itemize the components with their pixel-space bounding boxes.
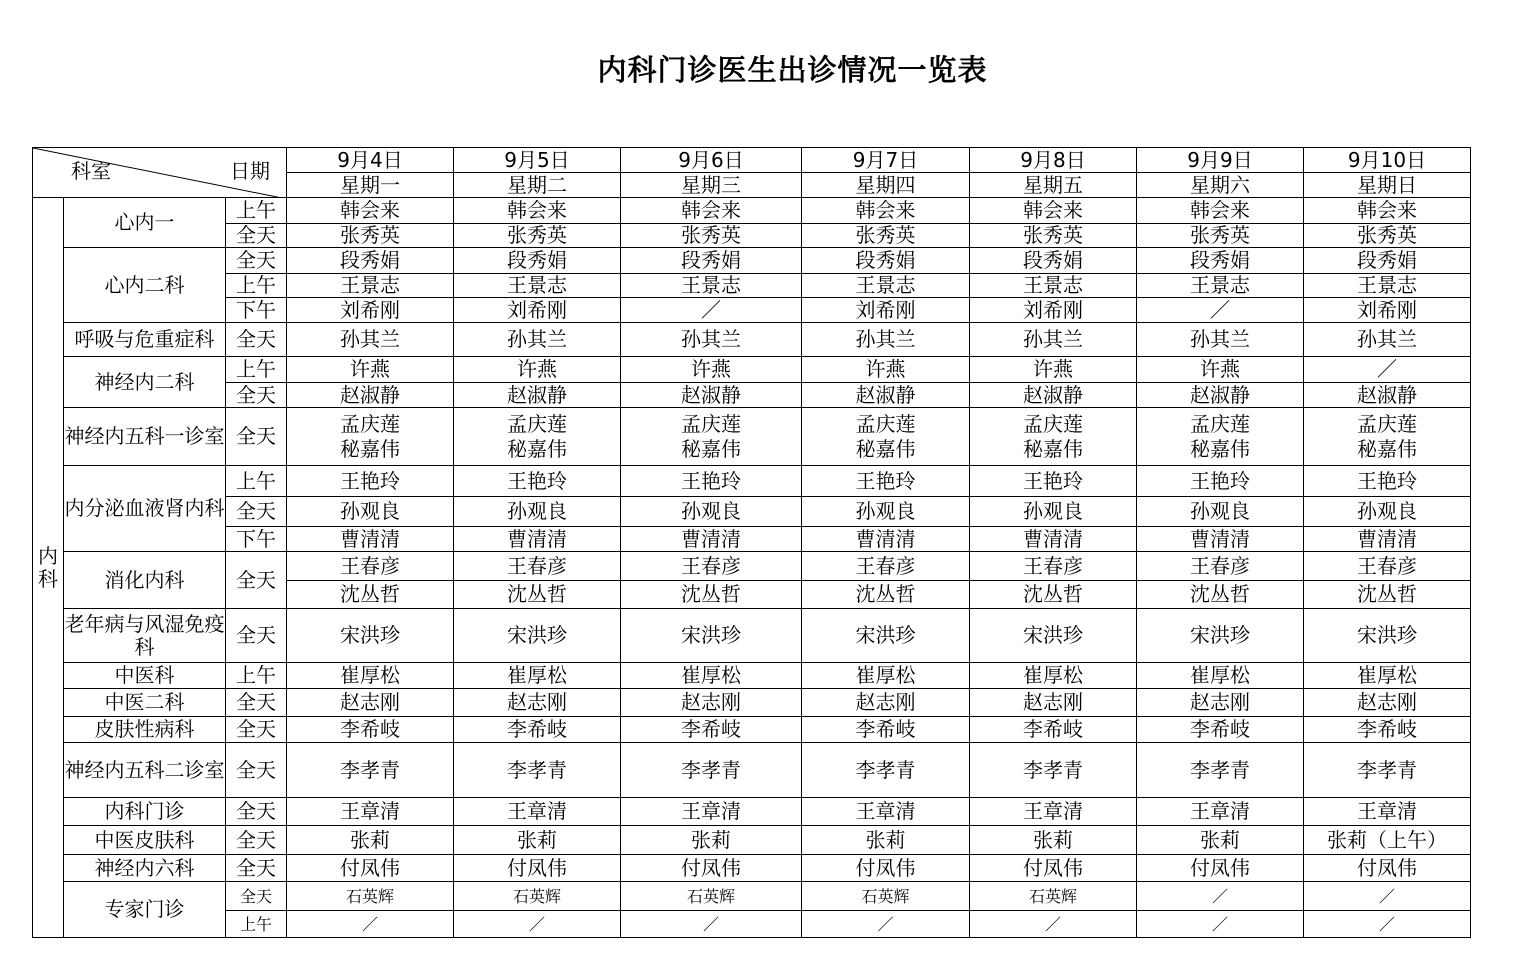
doctor-cell: ／ [802,911,970,938]
doctor-cell: 崔厚松 [1304,663,1471,689]
doctor-cell: 曹清清 [621,527,802,552]
dept-cell: 老年病与风湿免疫科 [64,609,226,663]
table-row [33,274,1471,298]
doctor-cell: 王艳玲 [454,466,621,497]
doctor-name: 孟庆莲 [340,411,400,436]
doctor-cell: 韩会来 [970,198,1137,224]
doctor-cell: 段秀娟 [1304,248,1471,274]
doctor-cell: 赵志刚 [621,689,802,717]
table-row [33,224,1471,248]
doctor-cell: 李希岐 [287,717,454,743]
date-cell: 9月9日 [1137,148,1304,173]
doctor-cell: 王春彦 [287,552,454,581]
dept-cell: 中医皮肤科 [64,826,226,855]
doctor-cell: 王景志 [621,274,802,298]
doctor-cell: 许燕 [621,357,802,383]
period-cell: 全天 [226,826,287,855]
doctor-cell: 王章清 [970,798,1137,826]
weekday-cell: 星期四 [802,173,970,198]
doctor-cell: 张秀英 [621,224,802,248]
doctor-cell: 王章清 [621,798,802,826]
doctor-cell: 孙其兰 [1137,323,1304,357]
doctor-cell: 沈丛哲 [621,581,802,609]
table-row [33,466,1471,497]
weekday-cell: 星期二 [454,173,621,198]
period-cell: 全天 [226,882,287,911]
table-row [33,323,1471,357]
period-cell: 全天 [226,609,287,663]
doctor-cell: 王春彦 [1137,552,1304,581]
doctor-name: 孟庆莲 [507,411,567,436]
doctor-cell: 付凤伟 [1137,855,1304,882]
weekday-cell: 星期一 [287,173,454,198]
doctor-cell: 崔厚松 [454,663,621,689]
category-cell: 内科 [33,198,64,938]
doctor-cell: 赵志刚 [454,689,621,717]
doctor-cell: ／ [621,298,802,323]
doctor-cell: 石英辉 [454,882,621,911]
weekday-cell: 星期三 [621,173,802,198]
doctor-cell: 许燕 [970,357,1137,383]
doctor-cell: 赵志刚 [802,689,970,717]
doctor-cell: ／ [970,911,1137,938]
doctor-cell: 李孝青 [454,743,621,798]
doctor-cell: 赵淑静 [970,383,1137,408]
doctor-cell: 李希岐 [970,717,1137,743]
doctor-cell: 孙其兰 [621,323,802,357]
doctor-cell: 张秀英 [802,224,970,248]
period-cell: 上午 [226,466,287,497]
doctor-cell: 张莉 [970,826,1137,855]
doctor-cell [802,408,970,466]
doctor-cell: 王景志 [454,274,621,298]
doctor-cell: 段秀娟 [1137,248,1304,274]
date-cell: 9月7日 [802,148,970,173]
doctor-cell: 张秀英 [454,224,621,248]
doctor-cell: 张莉 [287,826,454,855]
date-cell: 9月6日 [621,148,802,173]
doctor-cell: ／ [1137,298,1304,323]
doctor-cell: 崔厚松 [970,663,1137,689]
doctor-cell: 刘希刚 [454,298,621,323]
doctor-cell: 张莉 [454,826,621,855]
dept-cell: 呼吸与危重症科 [64,323,226,357]
table-row [33,383,1471,408]
doctor-cell: 段秀娟 [802,248,970,274]
doctor-cell: 赵淑静 [621,383,802,408]
doctor-cell: 刘希刚 [287,298,454,323]
doctor-name: 秘嘉伟 [855,436,916,461]
dept-cell: 心内一 [64,198,226,248]
doctor-cell: 王艳玲 [970,466,1137,497]
doctor-cell: 曹清清 [1304,527,1471,552]
doctor-cell: 赵淑静 [1137,383,1304,408]
date-cell: 9月10日 [1304,148,1471,173]
doctor-cell: 赵淑静 [1304,383,1471,408]
table-row [33,527,1471,552]
doctor-cell: 孙其兰 [970,323,1137,357]
doctor-name: 秘嘉伟 [507,436,567,461]
table-row [33,855,1471,882]
doctor-name: 孟庆莲 [1357,411,1417,436]
doctor-cell: 孙观良 [287,497,454,527]
period-cell: 全天 [226,798,287,826]
doctor-name: 秘嘉伟 [1190,436,1250,461]
doctor-cell: 宋洪珍 [970,609,1137,663]
dept-cell: 心内二科 [64,248,226,323]
doctor-cell: 许燕 [287,357,454,383]
table-row [33,298,1471,323]
table-row [33,798,1471,826]
doctor-cell: 崔厚松 [1137,663,1304,689]
doctor-cell: 宋洪珍 [802,609,970,663]
doctor-cell: 王章清 [802,798,970,826]
doctor-cell: 石英辉 [970,882,1137,911]
page-title: 内科门诊医生出诊情况一览表 [597,53,988,87]
doctor-cell: 宋洪珍 [287,609,454,663]
doctor-cell: 李希岐 [1137,717,1304,743]
doctor-cell: 王景志 [1304,274,1471,298]
doctor-cell: 孙其兰 [454,323,621,357]
doctor-cell: 王章清 [1304,798,1471,826]
doctor-cell: 段秀娟 [621,248,802,274]
doctor-cell: 王春彦 [970,552,1137,581]
period-cell: 全天 [226,497,287,527]
doctor-cell: 李孝青 [287,743,454,798]
doctor-cell: 付凤伟 [1304,855,1471,882]
doctor-cell: 李孝青 [621,743,802,798]
date-cell: 9月8日 [970,148,1137,173]
doctor-cell: 付凤伟 [621,855,802,882]
doctor-cell: 石英辉 [287,882,454,911]
doctor-name: 孟庆莲 [681,411,741,436]
doctor-cell: 曹清清 [287,527,454,552]
doctor-cell: 宋洪珍 [454,609,621,663]
dept-cell: 神经内五科二诊室 [64,743,226,798]
doctor-cell: 孙观良 [1304,497,1471,527]
table-row [33,743,1471,798]
doctor-cell [1304,408,1471,466]
doctor-cell: 段秀娟 [454,248,621,274]
period-cell: 下午 [226,527,287,552]
doctor-cell: 段秀娟 [970,248,1137,274]
dept-cell: 神经内六科 [64,855,226,882]
doctor-cell: 沈丛哲 [1137,581,1304,609]
doctor-cell: 孙观良 [970,497,1137,527]
doctor-name: 秘嘉伟 [1357,436,1417,461]
doctor-cell: 许燕 [802,357,970,383]
doctor-cell: ／ [621,911,802,938]
table-row [33,497,1471,527]
dept-cell: 神经内五科一诊室 [64,408,226,466]
doctor-cell: 王章清 [454,798,621,826]
doctor-cell: 曹清清 [1137,527,1304,552]
period-cell: 上午 [226,274,287,298]
doctor-cell: ／ [1304,911,1471,938]
doctor-cell: 孙其兰 [802,323,970,357]
doctor-cell: ／ [1304,882,1471,911]
doctor-cell: 王春彦 [454,552,621,581]
doctor-cell: 韩会来 [621,198,802,224]
doctor-cell: 崔厚松 [802,663,970,689]
doctor-cell: 李孝青 [802,743,970,798]
table-row [33,663,1471,689]
doctor-cell [970,408,1137,466]
doctor-cell: 李希岐 [802,717,970,743]
dept-cell: 中医二科 [64,689,226,717]
doctor-name: 秘嘉伟 [340,436,400,461]
table-row [33,826,1471,855]
dept-header-label: 科室 [71,159,111,183]
doctor-cell: 李孝青 [1137,743,1304,798]
dept-cell: 皮肤性病科 [64,717,226,743]
dept-cell: 消化内科 [64,552,226,609]
doctor-cell: 张莉 [802,826,970,855]
table-row [33,882,1471,911]
period-cell: 下午 [226,298,287,323]
doctor-cell: 段秀娟 [287,248,454,274]
doctor-cell [1137,408,1304,466]
doctor-cell: 曹清清 [454,527,621,552]
period-cell: 上午 [226,911,287,938]
doctor-cell: ／ [1137,882,1304,911]
doctor-cell: 赵志刚 [287,689,454,717]
doctor-cell: ／ [287,911,454,938]
table-row [33,609,1471,663]
doctor-cell: 崔厚松 [621,663,802,689]
doctor-cell: 张莉 [621,826,802,855]
doctor-cell: 王艳玲 [1137,466,1304,497]
period-cell: 上午 [226,198,287,224]
doctor-cell: 王艳玲 [287,466,454,497]
doctor-cell: 李希岐 [454,717,621,743]
doctor-cell: 沈丛哲 [802,581,970,609]
doctor-cell: 王章清 [287,798,454,826]
doctor-cell: 王春彦 [1304,552,1471,581]
period-cell: 全天 [226,383,287,408]
doctor-cell: 刘希刚 [970,298,1137,323]
doctor-cell [287,408,454,466]
date-cell: 9月5日 [454,148,621,173]
doctor-cell: 付凤伟 [454,855,621,882]
doctor-cell: 赵淑静 [287,383,454,408]
doctor-cell: 韩会来 [802,198,970,224]
doctor-name: 秘嘉伟 [681,436,741,461]
doctor-cell: 赵志刚 [970,689,1137,717]
period-cell: 全天 [226,323,287,357]
doctor-cell: 王景志 [802,274,970,298]
doctor-cell: 韩会来 [1137,198,1304,224]
doctor-cell: 孙其兰 [287,323,454,357]
doctor-cell: 孙观良 [454,497,621,527]
doctor-cell: 沈丛哲 [454,581,621,609]
table-row [33,689,1471,717]
doctor-cell: 孙观良 [621,497,802,527]
doctor-cell: 张秀英 [1137,224,1304,248]
table-row [33,248,1471,274]
doctor-cell: 王景志 [287,274,454,298]
period-cell: 上午 [226,357,287,383]
doctor-cell: ／ [1137,911,1304,938]
doctor-name: 孟庆莲 [855,411,916,436]
doctor-cell: 刘希刚 [802,298,970,323]
doctor-cell: ／ [1304,357,1471,383]
doctor-cell: 崔厚松 [287,663,454,689]
doctor-cell: 张秀英 [1304,224,1471,248]
doctor-cell: 刘希刚 [1304,298,1471,323]
doctor-cell: 孙其兰 [1304,323,1471,357]
doctor-cell: 王景志 [970,274,1137,298]
dept-cell: 中医科 [64,663,226,689]
doctor-cell: 李孝青 [1304,743,1471,798]
doctor-cell: 付凤伟 [970,855,1137,882]
weekday-cell: 星期五 [970,173,1137,198]
doctor-cell: 王艳玲 [802,466,970,497]
doctor-cell: 宋洪珍 [1137,609,1304,663]
table-row [33,911,1471,938]
doctor-cell: 韩会来 [1304,198,1471,224]
table-row [33,552,1471,581]
weekday-cell: 星期六 [1137,173,1304,198]
doctor-name: 秘嘉伟 [1023,436,1083,461]
doctor-cell: 曹清清 [970,527,1137,552]
doctor-cell: 赵志刚 [1304,689,1471,717]
dept-cell: 专家门诊 [64,882,226,938]
header-corner-cell [33,148,287,198]
doctor-cell: 赵志刚 [1137,689,1304,717]
doctor-name: 孟庆莲 [1023,411,1083,436]
doctor-cell: 王景志 [1137,274,1304,298]
doctor-cell: 王春彦 [621,552,802,581]
doctor-cell: 张秀英 [287,224,454,248]
doctor-cell: 王艳玲 [621,466,802,497]
doctor-cell: 孙观良 [802,497,970,527]
table-row [33,717,1471,743]
date-header-label: 日期 [230,159,270,183]
doctor-cell: 赵淑静 [454,383,621,408]
doctor-cell: 王章清 [1137,798,1304,826]
doctor-cell: 石英辉 [802,882,970,911]
period-cell: 上午 [226,663,287,689]
doctor-cell: 韩会来 [287,198,454,224]
weekday-cell: 星期日 [1304,173,1471,198]
doctor-cell: 沈丛哲 [1304,581,1471,609]
doctor-cell: 宋洪珍 [621,609,802,663]
doctor-cell [621,408,802,466]
table-row [33,357,1471,383]
doctor-cell: 李希岐 [1304,717,1471,743]
doctor-name: 孟庆莲 [1190,411,1250,436]
doctor-cell: 沈丛哲 [970,581,1137,609]
doctor-cell: 王艳玲 [1304,466,1471,497]
doctor-cell: 李希岐 [621,717,802,743]
doctor-cell: 石英辉 [621,882,802,911]
doctor-cell: 沈丛哲 [287,581,454,609]
doctor-cell: 许燕 [454,357,621,383]
doctor-cell: 孙观良 [1137,497,1304,527]
doctor-cell: 张莉 [1137,826,1304,855]
period-cell: 全天 [226,224,287,248]
doctor-cell: 许燕 [1137,357,1304,383]
doctor-cell [454,408,621,466]
doctor-cell: ／ [454,911,621,938]
table-row [33,198,1471,224]
schedule-table [32,147,1471,938]
doctor-cell: 王春彦 [802,552,970,581]
dept-cell: 内分泌血液肾内科 [64,466,226,552]
doctor-cell: 张秀英 [970,224,1137,248]
doctor-cell: 李孝青 [970,743,1137,798]
date-cell: 9月4日 [287,148,454,173]
period-cell: 全天 [226,855,287,882]
doctor-cell: 张莉（上午） [1304,826,1471,855]
doctor-cell: 付凤伟 [287,855,454,882]
period-cell: 全天 [226,717,287,743]
period-cell: 全天 [226,248,287,274]
table-row [33,408,1471,466]
doctor-cell: 韩会来 [454,198,621,224]
doctor-cell: 宋洪珍 [1304,609,1471,663]
period-cell: 全天 [226,743,287,798]
period-cell: 全天 [226,689,287,717]
period-cell: 全天 [226,552,287,609]
doctor-cell: 曹清清 [802,527,970,552]
dept-cell: 神经内二科 [64,357,226,408]
doctor-cell: 付凤伟 [802,855,970,882]
period-cell: 全天 [226,408,287,466]
doctor-cell: 赵淑静 [802,383,970,408]
dept-cell: 内科门诊 [64,798,226,826]
